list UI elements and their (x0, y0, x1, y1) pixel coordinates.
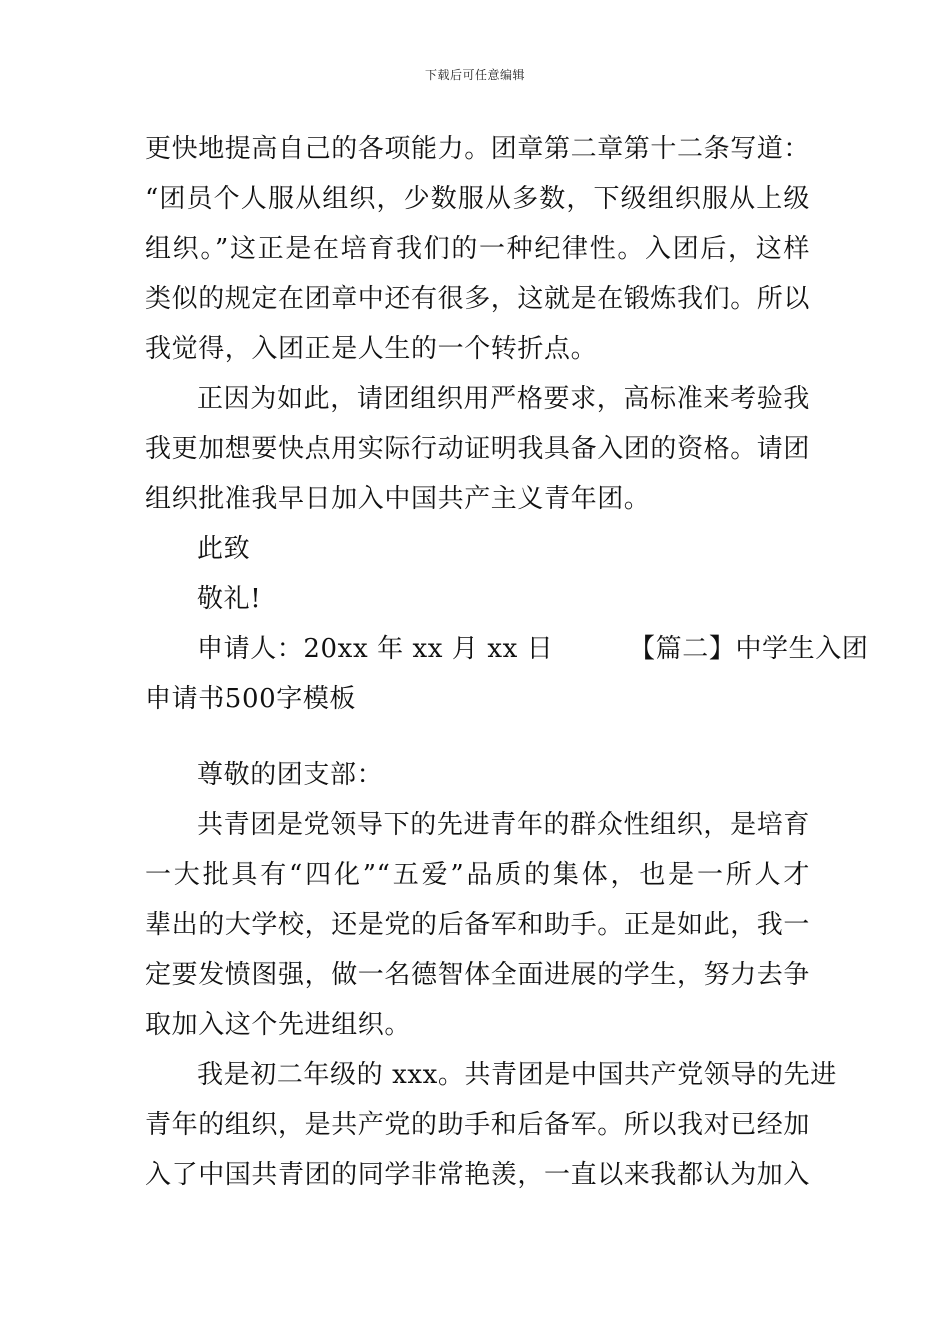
body-line-3: 组织。”这正是在培育我们的一种纪律性。入团后，这样 (145, 234, 810, 264)
body-line-9: 共青团是党领导下的先进青年的群众性组织，是培育 (197, 810, 810, 840)
body-line-10: 一大批具有“四化”“五爱”品质的集体，也是一所人才 (145, 860, 810, 890)
body-line-4: 类似的规定在团章中还有很多，这就是在锻炼我们。所以 (145, 284, 811, 314)
closing-jingli: 敬礼! (197, 584, 262, 614)
salutation: 尊敬的团支部： (197, 760, 384, 790)
body-line-6: 正因为如此，请团组织用严格要求，高标准来考验我 (197, 384, 810, 414)
header-note: 下载后可任意编辑 (424, 68, 525, 82)
body-line-1: 更快地提高自己的各项能力。团章第二章第十二条写道： (145, 134, 811, 164)
body-line-12: 定要发愤图强，做一名德智体全面进展的学生，努力去争 (145, 960, 811, 990)
section-title-continued: 申请书500字模板 (145, 684, 357, 714)
body-line-13: 取加入这个先进组织。 (145, 1010, 412, 1040)
applicant-and-section-title: 申请人：20xx 年 xx 月 xx 日 【篇二】中学生入团 (197, 634, 869, 664)
body-line-8: 组织批准我早日加入中国共产主义青年团。 (145, 484, 651, 514)
body-line-14: 我是初二年级的 xxx。共青团是中国共产党领导的先进 (197, 1060, 837, 1090)
closing-cizhi: 此致 (197, 534, 251, 564)
body-line-16: 入了中国共青团的同学非常艳羡，一直以来我都认为加入 (145, 1160, 811, 1190)
body-line-2: “团员个人服从组织，少数服从多数，下级组织服从上级 (145, 184, 810, 214)
body-line-5: 我觉得，入团正是人生的一个转折点。 (145, 334, 598, 364)
body-line-7: 我更加想要快点用实际行动证明我具备入团的资格。请团 (145, 434, 811, 464)
body-line-11: 辈出的大学校，还是党的后备军和助手。正是如此，我一 (145, 910, 811, 940)
body-line-15: 青年的组织，是共产党的助手和后备军。所以我对已经加 (145, 1110, 811, 1140)
